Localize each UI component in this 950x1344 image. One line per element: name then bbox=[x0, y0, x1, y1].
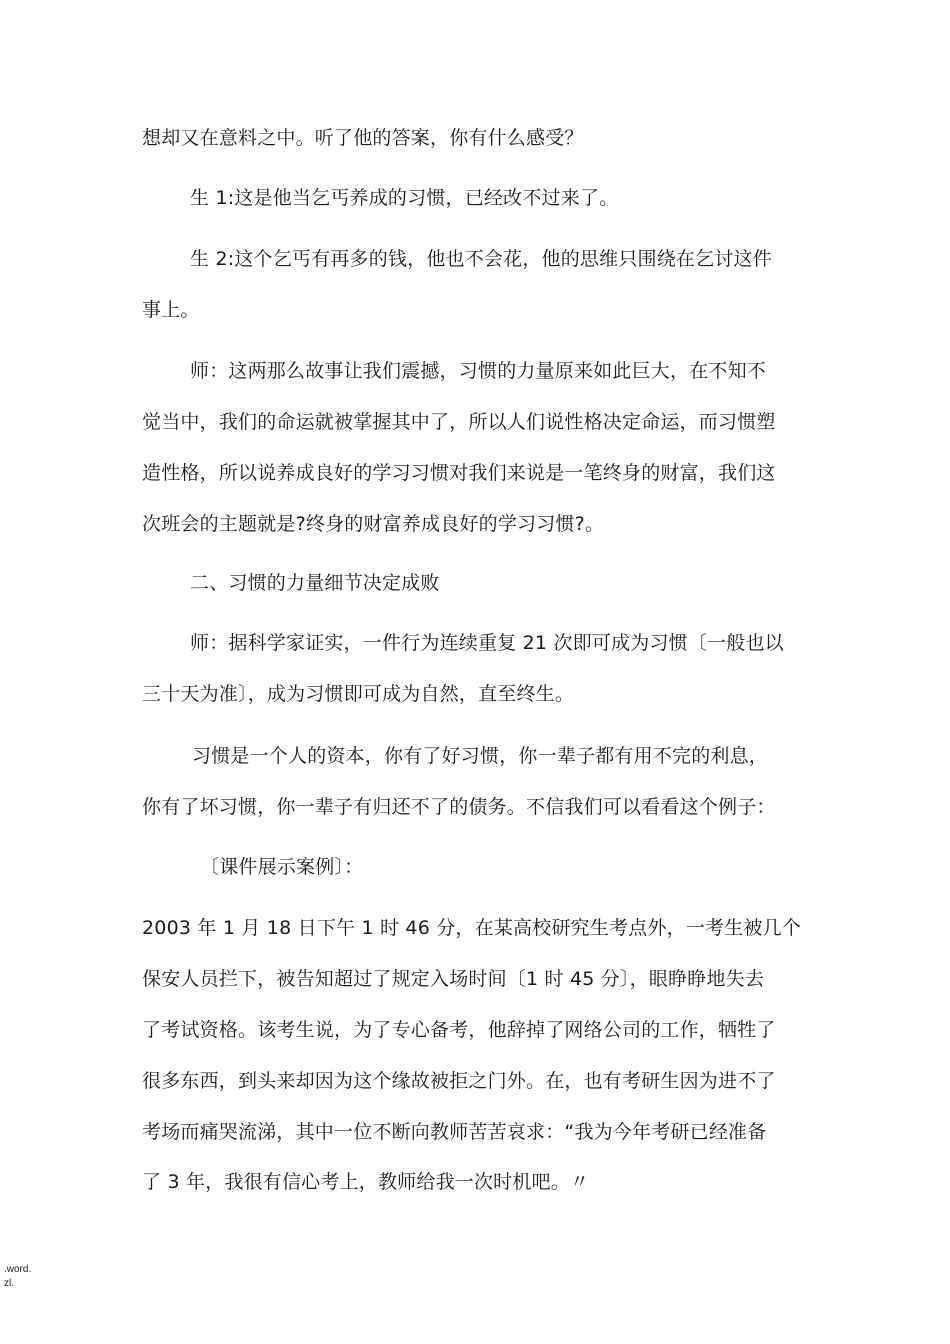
text-line: 生 2:这个乞丐有再多的钱，他也不会花，他的思维只围绕在乞讨这件 bbox=[190, 248, 772, 270]
text-line: 了 3 年，我很有信心考上，教师给我一次时机吧。〃 bbox=[142, 1171, 590, 1193]
text-line: 造性格，所以说养成良好的学习习惯对我们来说是一笔终身的财富，我们这 bbox=[142, 462, 776, 484]
text-line: 事上。 bbox=[142, 299, 200, 321]
text-line: 很多东西，到头来却因为这个缘故被拒之门外。在，也有考研生因为进不了 bbox=[142, 1070, 776, 1092]
text-line: 考场而痛哭流涕，其中一位不断向教师苦苦哀求：“我为今年考研已经准备 bbox=[142, 1121, 767, 1143]
text-line: 你有了坏习惯，你一辈子有归还不了的债务。不信我们可以看看这个例子： bbox=[142, 796, 776, 818]
text-line: 师：这两那么故事让我们震撼，习惯的力量原来如此巨大，在不知不 bbox=[190, 360, 767, 382]
text-line: 想却又在意料之中。听了他的答案，你有什么感受？ bbox=[142, 127, 584, 149]
text-line: 了考试资格。该考生说，为了专心备考，他辞掉了网络公司的工作，牺牲了 bbox=[142, 1019, 776, 1041]
footer-watermark-line2: zl. bbox=[4, 1278, 14, 1289]
text-line: 生 1:这是他当乞丐养成的习惯，已经改不过来了。 bbox=[190, 187, 619, 209]
text-line: 保安人员拦下，被告知超过了规定入场时间〔1 时 45 分〕，眼睁睁地失去 bbox=[142, 968, 765, 990]
text-line: 〔课件展示案例〕： bbox=[200, 856, 364, 878]
text-line: 师：据科学家证实，一件行为连续重复 21 次即可成为习惯〔一般也以 bbox=[190, 632, 784, 654]
text-line: 2003 年 1 月 18 日下午 1 时 46 分，在某高校研究生考点外，一考生被几个 bbox=[142, 917, 802, 939]
text-line: 觉当中，我们的命运就被掌握其中了，所以人们说性格决定命运，而习惯塑 bbox=[142, 411, 776, 433]
text-line: 次班会的主题就是?终身的财富养成良好的学习习惯?。 bbox=[142, 513, 605, 535]
text-line: 习惯是一个人的资本，你有了好习惯，你一辈子都有用不完的利息， bbox=[192, 745, 769, 767]
section-heading: 二、习惯的力量细节决定成败 bbox=[190, 572, 440, 594]
footer-watermark-line1: .word. bbox=[4, 1264, 32, 1275]
text-line: 三十天为准〕，成为习惯即可成为自然，直至终生。 bbox=[142, 683, 575, 705]
